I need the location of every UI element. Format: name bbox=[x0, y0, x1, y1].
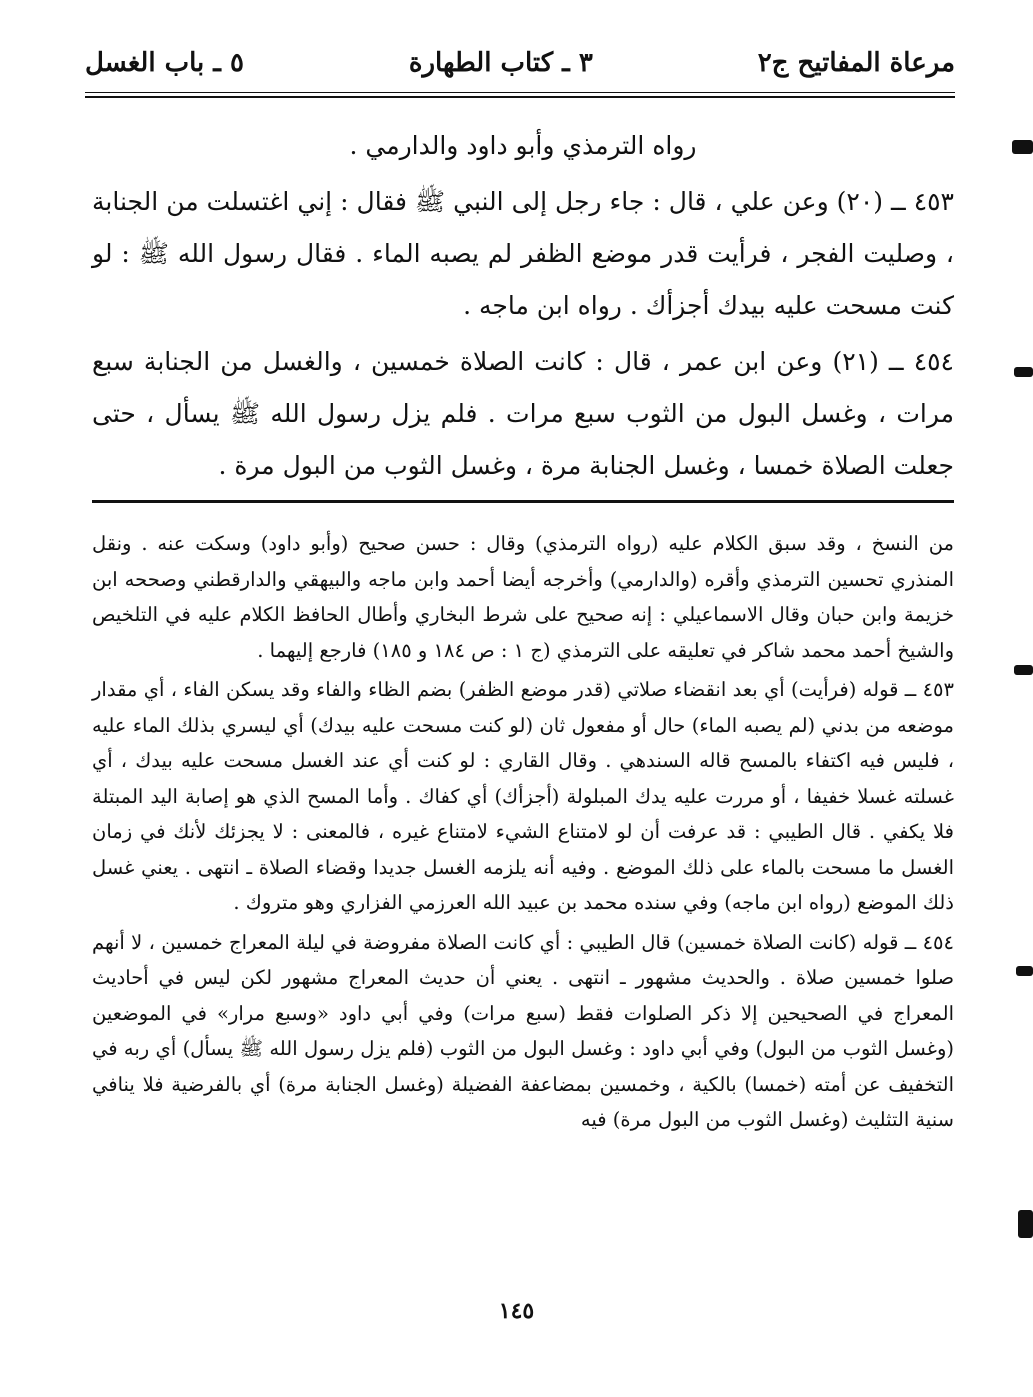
hadith-454: ٤٥٤ ــ (٢١) وعن ابن عمر ، قال : كانت الصلاة خمسين ، والغسل من الجنابة سبع مرات ، وغسل البول من الثوب سبع مرات . فلم يزل رسول الله ﷺ يسأل ، حتى جعلت الصلاة خمسا ، وغسل الجنابة مرة ، وغسل الثوب من البول مرة . bbox=[92, 347, 954, 480]
hadith-attribution-line: رواه الترمذي وأبو داود والدارمي . bbox=[349, 131, 697, 160]
header-book-title: مرعاة المفاتيح ج٢ bbox=[757, 48, 955, 78]
header-chapter-title: ٣ ـ كتاب الطهارة bbox=[408, 48, 593, 78]
page-number: ١٤٥ bbox=[498, 1298, 535, 1324]
scan-margin-mark bbox=[1014, 367, 1033, 377]
header-rule-thin bbox=[85, 92, 955, 93]
main-text bbox=[92, 120, 954, 492]
commentary-454: ٤٥٤ ــ قوله (كانت الصلاة خمسين) قال الطيبي : أي كانت الصلاة مفروضة في ليلة المعراج خمسين ، لا أنهم صلوا خمسين صلاة . والحديث مشهور ـ انتهى . يعني أن حديث المعراج مشهور لكن ليس في أحاديث المعراج في الصحيحين إلا ذكر الصلوات فقط (سبع مرات) وفي أبي داود «وسبع مرار» في الموضعين (وغسل الثوب من البول) وفي أبي داود : وغسل البول من الثوب (فلم يزل رسول الله ﷺ يسأل) أي ربه في التخفيف عن أمته (خمسا) بالكية ، وخمسين بمضاعفة الفضيلة (وغسل الجنابة مرة) أي بالفرضية فلا ينافي سنية التثليث (وغسل الثوب من البول مرة) فيه bbox=[92, 930, 954, 1131]
header-section-title: ٥ ـ باب الغسل bbox=[85, 48, 244, 78]
header-rule-thick bbox=[85, 96, 955, 98]
text-commentary-separator bbox=[92, 500, 954, 503]
commentary-453: ٤٥٣ ــ قوله (فرأيت) أي بعد انقضاء صلاتي (قدر موضع الظفر) بضم الظاء والفاء وقد يسكن الفاء ، أي مقدار موضعه من بدني (لم يصبه الماء) حال أو مفعول ثان (لو كنت مسحت عليه بيدك) أي ليسري بذلك الماء عليه ، فليس فيه اكتفاء بالمسح قاله السندهي . وقال القاري : لو كنت أي عند الغسل مسحت عليه بيدك ، أي غسلته غسلا خفيفا ، أو مررت عليه يدك المبلولة (أجزأك) أي كفاك . وأما المسح الذي هو إصابة اليد المبتلة فلا يكفي . قال الطيبي : قد عرفت أن لو لامتناع الشيء لامتناع غيره ، فالمعنى : لا يجزئك لأنك في زمان الغسل ما مسحت بالماء على ذلك الموضع . وفيه أنه يلزمه الغسل جديدا وقضاء الصلاة ـ انتهى . يعني غسل ذلك الموضع (رواه ابن ماجه) وفي سنده محمد بن عبيد الله العرزمي الفزاري وهو متروك . bbox=[92, 678, 954, 914]
commentary-continued: من النسخ ، وقد سبق الكلام عليه (رواه الترمذي) وقال : حسن صحيح (وأبو داود) وسكت عنه . ونقل المنذري تحسين الترمذي وأقره (والدارمي) وأخرجه أيضا أحمد وابن ماجه والبيهقي والدارقطني وصححه ابن خزيمة وابن حبان وقال الاسماعيلي : إنه صحيح على شرط البخاري وأطال الحافظ الكلام عليه في التلخيص والشيخ أحمد محمد شاكر في تعليقه على الترمذي (ج ١ : ص ١٨٤ و ١٨٥) فارجع إليهما . bbox=[92, 532, 954, 662]
scan-margin-mark bbox=[1014, 665, 1033, 675]
commentary bbox=[92, 526, 954, 1138]
scan-margin-mark bbox=[1012, 140, 1033, 154]
running-header bbox=[85, 40, 955, 86]
hadith-453: ٤٥٣ ــ (٢٠) وعن علي ، قال : جاء رجل إلى النبي ﷺ فقال : إني اغتسلت من الجنابة ، وصليت الفجر ، فرأيت قدر موضع الظفر لم يصبه الماء . فقال رسول الله ﷺ : لو كنت مسحت عليه بيدك أجزأك . رواه ابن ماجه . bbox=[92, 187, 954, 320]
scan-margin-mark bbox=[1016, 966, 1033, 976]
scan-margin-mark bbox=[1018, 1210, 1033, 1238]
